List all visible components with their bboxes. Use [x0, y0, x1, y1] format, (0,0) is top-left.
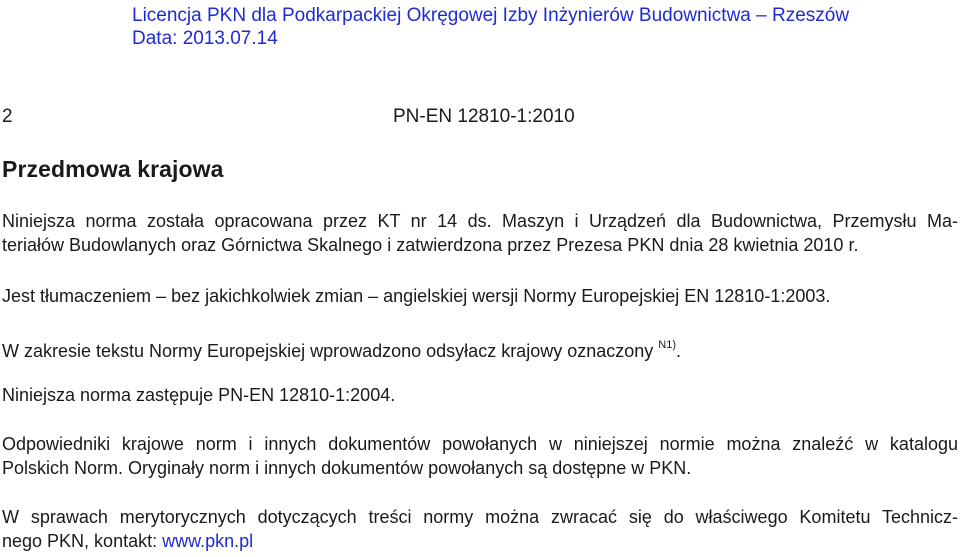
paragraph-line: W sprawach merytorycznych dotyczących treści normy można zwracać się do właściwego Komitetu Technicz-	[2, 507, 958, 527]
paragraph-committee	[2, 209, 958, 257]
paragraph-line: Niniejsza norma została opracowana przez KT nr 14 ds. Maszyn i Urządzeń dla Budownictwa, Przemysłu Ma-	[2, 211, 958, 231]
paragraph-catalogue	[2, 432, 958, 480]
pkn-website-link[interactable]: www.pkn.pl	[162, 531, 254, 551]
paragraph-footnote	[2, 333, 958, 363]
paragraph-line: teriałów Budowlanych oraz Górnictwa Skalnego i zatwierdzona przez Prezesa PKN dnia 28 kwietnia 2010 r.	[2, 235, 859, 255]
license-line: Licencja PKN dla Podkarpackiej Okręgowej Izby Inżynierów Budownictwa – Rzeszów	[132, 5, 850, 26]
paragraph-line: Odpowiedniki krajowe norm i innych dokumentów powołanych w niniejszej normie można znaleźć w katalogu	[2, 434, 958, 454]
paragraph-contact	[2, 505, 958, 553]
paragraph-translation: Jest tłumaczeniem – bez jakichkolwiek zmian – angielskiej wersji Normy Europejskiej EN 12810-1:2003.	[2, 286, 831, 306]
paragraph-replaces: Niniejsza norma zastępuje PN-EN 12810-1:2004.	[2, 385, 396, 405]
page-header	[0, 106, 960, 130]
paragraph-line	[2, 529, 958, 553]
paragraph-end: .	[676, 341, 682, 361]
license-notice	[132, 4, 849, 50]
paragraph-line: Polskich Norm. Oryginały norm i innych dokumentów powołanych są dostępne w PKN.	[2, 458, 692, 478]
paragraph-text: W zakresie tekstu Normy Europejskiej wprowadzono odsyłacz krajowy oznaczony	[2, 341, 654, 361]
contact-text: nego PKN, kontakt:	[2, 531, 163, 551]
footnote-mark: N1)	[658, 339, 676, 351]
page-number: 2	[2, 106, 13, 127]
standard-id: PN-EN 12810-1:2010	[393, 106, 575, 127]
license-date: Data: 2013.07.14	[132, 28, 278, 49]
section-title: Przedmowa krajowa	[2, 156, 224, 182]
